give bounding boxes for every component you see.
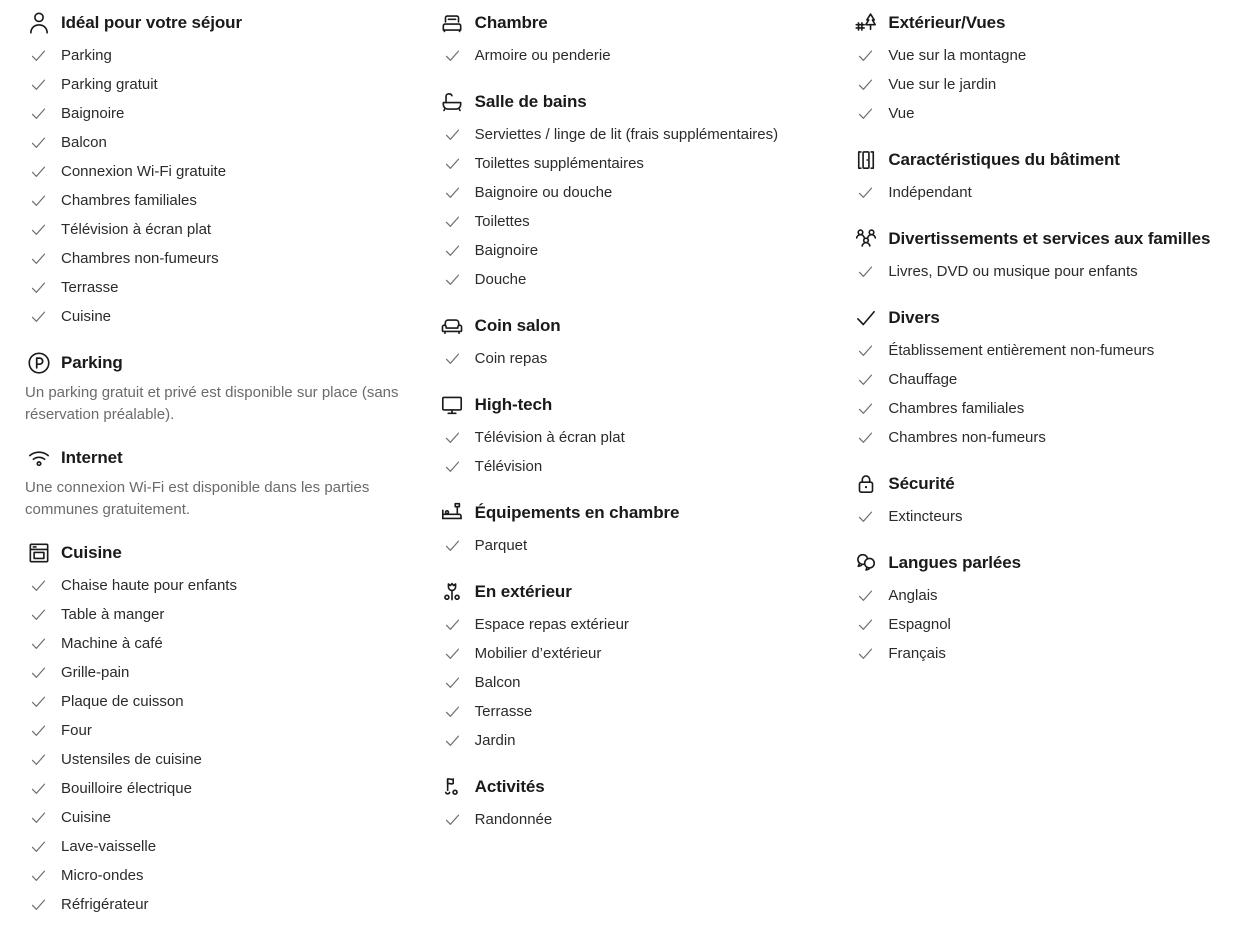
facility-list xyxy=(439,610,815,755)
facility-list xyxy=(25,41,401,331)
section-title: Cuisine xyxy=(61,542,122,562)
monitor-icon xyxy=(439,391,466,418)
check-icon xyxy=(25,896,52,913)
facility-label: Extincteurs xyxy=(888,508,963,525)
facility-item xyxy=(25,803,401,832)
facility-label: Télévision xyxy=(474,458,543,475)
check-icon xyxy=(25,809,52,826)
facility-item xyxy=(25,861,401,890)
facility-list xyxy=(439,805,815,834)
section-header xyxy=(439,769,815,805)
facility-item xyxy=(439,41,815,70)
facility-item xyxy=(439,344,815,373)
facility-item xyxy=(25,745,401,774)
section-title: Équipements en chambre xyxy=(474,502,680,522)
section-header xyxy=(439,387,815,423)
check-icon xyxy=(25,635,52,652)
facility-label: Parquet xyxy=(474,537,528,554)
facility-item xyxy=(439,120,815,149)
facility-label: Chambres familiales xyxy=(888,400,1025,417)
facility-item xyxy=(852,336,1228,365)
facility-label: Coin repas xyxy=(474,350,548,367)
facility-label: Serviettes / linge de lit (frais supplémentaires) xyxy=(474,126,779,143)
facility-item xyxy=(439,207,815,236)
parking-icon xyxy=(25,349,52,376)
facility-item xyxy=(439,423,815,452)
facility-section xyxy=(439,495,815,560)
facility-item xyxy=(25,41,401,70)
facility-label: Cuisine xyxy=(61,308,112,325)
facility-label: Plaque de cuisson xyxy=(61,693,184,710)
facility-label: Grille-pain xyxy=(61,664,130,681)
facility-item xyxy=(852,99,1228,128)
facility-item xyxy=(25,157,401,186)
facility-label: Table à manger xyxy=(61,606,165,623)
check-icon xyxy=(439,703,466,720)
facility-label: Chambres non-fumeurs xyxy=(61,250,219,267)
facility-label: Parking gratuit xyxy=(61,76,158,93)
section-header xyxy=(852,221,1228,257)
facilities-column-1 xyxy=(25,5,401,933)
check-icon xyxy=(25,693,52,710)
section-title: Sécurité xyxy=(888,473,955,493)
facility-label: Connexion Wi-Fi gratuite xyxy=(61,163,227,180)
facility-item xyxy=(25,186,401,215)
facility-label: Balcon xyxy=(61,134,107,151)
facility-list xyxy=(852,257,1228,286)
speech-bubbles-icon xyxy=(852,549,879,576)
facility-label: Français xyxy=(888,645,946,662)
facility-label: Mobilier d’extérieur xyxy=(474,645,602,662)
section-header xyxy=(25,345,401,381)
facility-item xyxy=(25,716,401,745)
facility-item xyxy=(25,629,401,658)
check-icon xyxy=(439,429,466,446)
facility-list xyxy=(439,423,815,481)
facility-item xyxy=(25,215,401,244)
section-header xyxy=(852,142,1228,178)
facility-item xyxy=(25,99,401,128)
facility-label: Établissement entièrement non-fumeurs xyxy=(888,342,1155,359)
family-icon xyxy=(852,225,879,252)
facility-section xyxy=(439,5,815,70)
facility-label: Indépendant xyxy=(888,184,972,201)
facility-label: Toilettes xyxy=(474,213,530,230)
facility-section xyxy=(439,769,815,834)
section-header xyxy=(852,466,1228,502)
facility-item xyxy=(439,178,815,207)
facility-item xyxy=(25,70,401,99)
facility-item xyxy=(852,423,1228,452)
check-icon xyxy=(25,308,52,325)
check-icon xyxy=(25,279,52,296)
facility-item xyxy=(852,70,1228,99)
section-title: Divers xyxy=(888,307,940,327)
facility-section xyxy=(852,545,1228,668)
facility-label: Four xyxy=(61,722,92,739)
section-header xyxy=(25,5,401,41)
facility-section xyxy=(852,466,1228,531)
facility-section xyxy=(439,84,815,294)
oven-icon xyxy=(25,539,52,566)
facility-section xyxy=(852,221,1228,286)
facility-list xyxy=(25,571,401,919)
check-icon xyxy=(25,867,52,884)
check-icon xyxy=(852,304,879,331)
facility-label: Douche xyxy=(474,271,527,288)
facility-label: Armoire ou penderie xyxy=(474,47,611,64)
facility-label: Espagnol xyxy=(888,616,951,633)
check-icon xyxy=(25,722,52,739)
section-header xyxy=(439,5,815,41)
check-icon xyxy=(852,342,879,359)
facility-label: Balcon xyxy=(474,674,521,691)
facility-label: Baignoire ou douche xyxy=(474,184,613,201)
section-title: Divertissements et services aux familles xyxy=(888,228,1211,248)
facility-list xyxy=(439,531,815,560)
facility-label: Toilettes supplémentaires xyxy=(474,155,644,172)
facility-label: Micro-ondes xyxy=(61,867,144,884)
check-icon xyxy=(852,616,879,633)
facility-item xyxy=(852,257,1228,286)
facility-item xyxy=(439,149,815,178)
facility-label: Anglais xyxy=(888,587,938,604)
section-description: Un parking gratuit et privé est disponible sur place (sans réservation préalable). xyxy=(25,384,399,423)
facility-label: Bouilloire électrique xyxy=(61,780,192,797)
facility-item xyxy=(25,128,401,157)
fence-tree-icon xyxy=(852,9,879,36)
check-icon xyxy=(439,126,466,143)
facility-label: Parking xyxy=(61,47,112,64)
facility-list xyxy=(439,120,815,294)
facility-item xyxy=(439,265,815,294)
facility-item xyxy=(852,178,1228,207)
facility-list xyxy=(439,41,815,70)
check-icon xyxy=(852,587,879,604)
section-header xyxy=(439,84,815,120)
check-icon xyxy=(25,838,52,855)
section-header xyxy=(439,495,815,531)
check-icon xyxy=(25,606,52,623)
facility-list xyxy=(852,581,1228,668)
check-icon xyxy=(852,76,879,93)
facility-label: Randonnée xyxy=(474,811,553,828)
check-icon xyxy=(25,47,52,64)
facilities-column-3 xyxy=(852,5,1228,933)
facility-item xyxy=(439,726,815,755)
section-header xyxy=(852,5,1228,41)
facility-label: Chambres non-fumeurs xyxy=(888,429,1046,446)
check-icon xyxy=(439,645,466,662)
facility-item xyxy=(852,581,1228,610)
section-title: Salle de bains xyxy=(474,91,587,111)
facility-label: Vue sur le jardin xyxy=(888,76,997,93)
facility-label: Chambres familiales xyxy=(61,192,197,209)
check-icon xyxy=(852,400,879,417)
check-icon xyxy=(439,458,466,475)
section-header xyxy=(852,545,1228,581)
facility-item xyxy=(25,774,401,803)
facility-label: Espace repas extérieur xyxy=(474,616,629,633)
facility-section xyxy=(25,5,401,331)
door-icon xyxy=(852,146,879,173)
section-title: En extérieur xyxy=(474,581,572,601)
facility-item xyxy=(25,687,401,716)
section-title: Chambre xyxy=(474,12,548,32)
check-icon xyxy=(25,192,52,209)
facility-item xyxy=(439,452,815,481)
check-icon xyxy=(852,429,879,446)
facility-section xyxy=(852,5,1228,128)
facility-label: Baignoire xyxy=(474,242,539,259)
facility-section xyxy=(439,574,815,755)
facility-section xyxy=(439,387,815,481)
section-header xyxy=(439,308,815,344)
check-icon xyxy=(25,76,52,93)
check-icon xyxy=(25,134,52,151)
check-icon xyxy=(852,105,879,122)
check-icon xyxy=(439,271,466,288)
section-title: Parking xyxy=(61,352,123,372)
facility-item xyxy=(439,805,815,834)
section-header xyxy=(25,440,401,476)
facility-label: Machine à café xyxy=(61,635,163,652)
facility-item xyxy=(25,302,401,331)
facility-label: Réfrigérateur xyxy=(61,896,149,913)
facility-label: Baignoire xyxy=(61,105,125,122)
facility-item xyxy=(439,697,815,726)
facility-section xyxy=(852,142,1228,207)
check-icon xyxy=(439,537,466,554)
check-icon xyxy=(439,155,466,172)
check-icon xyxy=(25,577,52,594)
golf-flag-icon xyxy=(439,773,466,800)
facility-item xyxy=(852,610,1228,639)
facility-label: Télévision à écran plat xyxy=(61,221,212,238)
section-header xyxy=(439,574,815,610)
facility-label: Lave-vaisselle xyxy=(61,838,157,855)
person-icon xyxy=(25,9,52,36)
facility-item xyxy=(25,244,401,273)
facility-list xyxy=(439,344,815,373)
check-icon xyxy=(25,221,52,238)
section-title: Coin salon xyxy=(474,315,561,335)
check-icon xyxy=(852,263,879,280)
bath-icon xyxy=(439,88,466,115)
facility-list xyxy=(852,41,1228,128)
facility-item xyxy=(852,639,1228,668)
check-icon xyxy=(25,780,52,797)
wifi-icon xyxy=(25,444,52,471)
section-description: Une connexion Wi-Fi est disponible dans les parties communes gratuitement. xyxy=(25,479,370,518)
facility-item xyxy=(852,394,1228,423)
check-icon xyxy=(25,751,52,768)
facility-section xyxy=(25,535,401,919)
check-icon xyxy=(439,811,466,828)
facility-item xyxy=(439,531,815,560)
lock-icon xyxy=(852,470,879,497)
facility-section xyxy=(25,345,401,426)
flower-icon xyxy=(439,578,466,605)
facility-label: Vue sur la montagne xyxy=(888,47,1027,64)
facility-label: Chaise haute pour enfants xyxy=(61,577,237,594)
facility-item xyxy=(25,571,401,600)
facility-item xyxy=(439,610,815,639)
check-icon xyxy=(439,184,466,201)
facility-item xyxy=(852,41,1228,70)
facility-item xyxy=(25,600,401,629)
check-icon xyxy=(852,508,879,525)
facility-item xyxy=(25,273,401,302)
check-icon xyxy=(439,47,466,64)
check-icon xyxy=(439,350,466,367)
section-header xyxy=(852,300,1228,336)
facility-section xyxy=(25,440,401,521)
facilities-column-2 xyxy=(439,5,815,933)
section-title: Internet xyxy=(61,447,123,467)
facility-item xyxy=(25,832,401,861)
check-icon xyxy=(439,674,466,691)
facility-label: Terrasse xyxy=(474,703,533,720)
facility-label: Livres, DVD ou musique pour enfants xyxy=(888,263,1138,280)
facility-section xyxy=(439,308,815,373)
check-icon xyxy=(852,47,879,64)
check-icon xyxy=(439,213,466,230)
facility-item xyxy=(852,502,1228,531)
check-icon xyxy=(852,371,879,388)
facility-list xyxy=(852,502,1228,531)
facility-item xyxy=(25,890,401,919)
section-title: Caractéristiques du bâtiment xyxy=(888,149,1120,169)
facility-item xyxy=(25,658,401,687)
facility-list xyxy=(852,178,1228,207)
section-header xyxy=(25,535,401,571)
section-title: High-tech xyxy=(474,394,553,414)
section-title: Idéal pour votre séjour xyxy=(61,12,242,32)
facility-label: Jardin xyxy=(474,732,516,749)
facility-label: Télévision à écran plat xyxy=(474,429,625,446)
facility-section xyxy=(852,300,1228,452)
section-title: Activités xyxy=(474,776,545,796)
facility-item xyxy=(439,668,815,697)
facility-label: Chauffage xyxy=(888,371,958,388)
check-icon xyxy=(25,105,52,122)
check-icon xyxy=(852,184,879,201)
facility-label: Vue xyxy=(888,105,915,122)
check-icon xyxy=(852,645,879,662)
sofa-icon xyxy=(439,312,466,339)
section-title: Extérieur/Vues xyxy=(888,12,1006,32)
check-icon xyxy=(439,242,466,259)
facility-item xyxy=(439,236,815,265)
facility-item xyxy=(852,365,1228,394)
check-icon xyxy=(25,664,52,681)
check-icon xyxy=(25,163,52,180)
check-icon xyxy=(439,732,466,749)
facility-list xyxy=(852,336,1228,452)
facility-label: Terrasse xyxy=(61,279,119,296)
facility-label: Cuisine xyxy=(61,809,112,826)
bed-icon xyxy=(439,9,466,36)
facility-item xyxy=(439,639,815,668)
bed-lamp-icon xyxy=(439,499,466,526)
check-icon xyxy=(25,250,52,267)
check-icon xyxy=(439,616,466,633)
facility-label: Ustensiles de cuisine xyxy=(61,751,202,768)
section-title: Langues parlées xyxy=(888,552,1021,572)
